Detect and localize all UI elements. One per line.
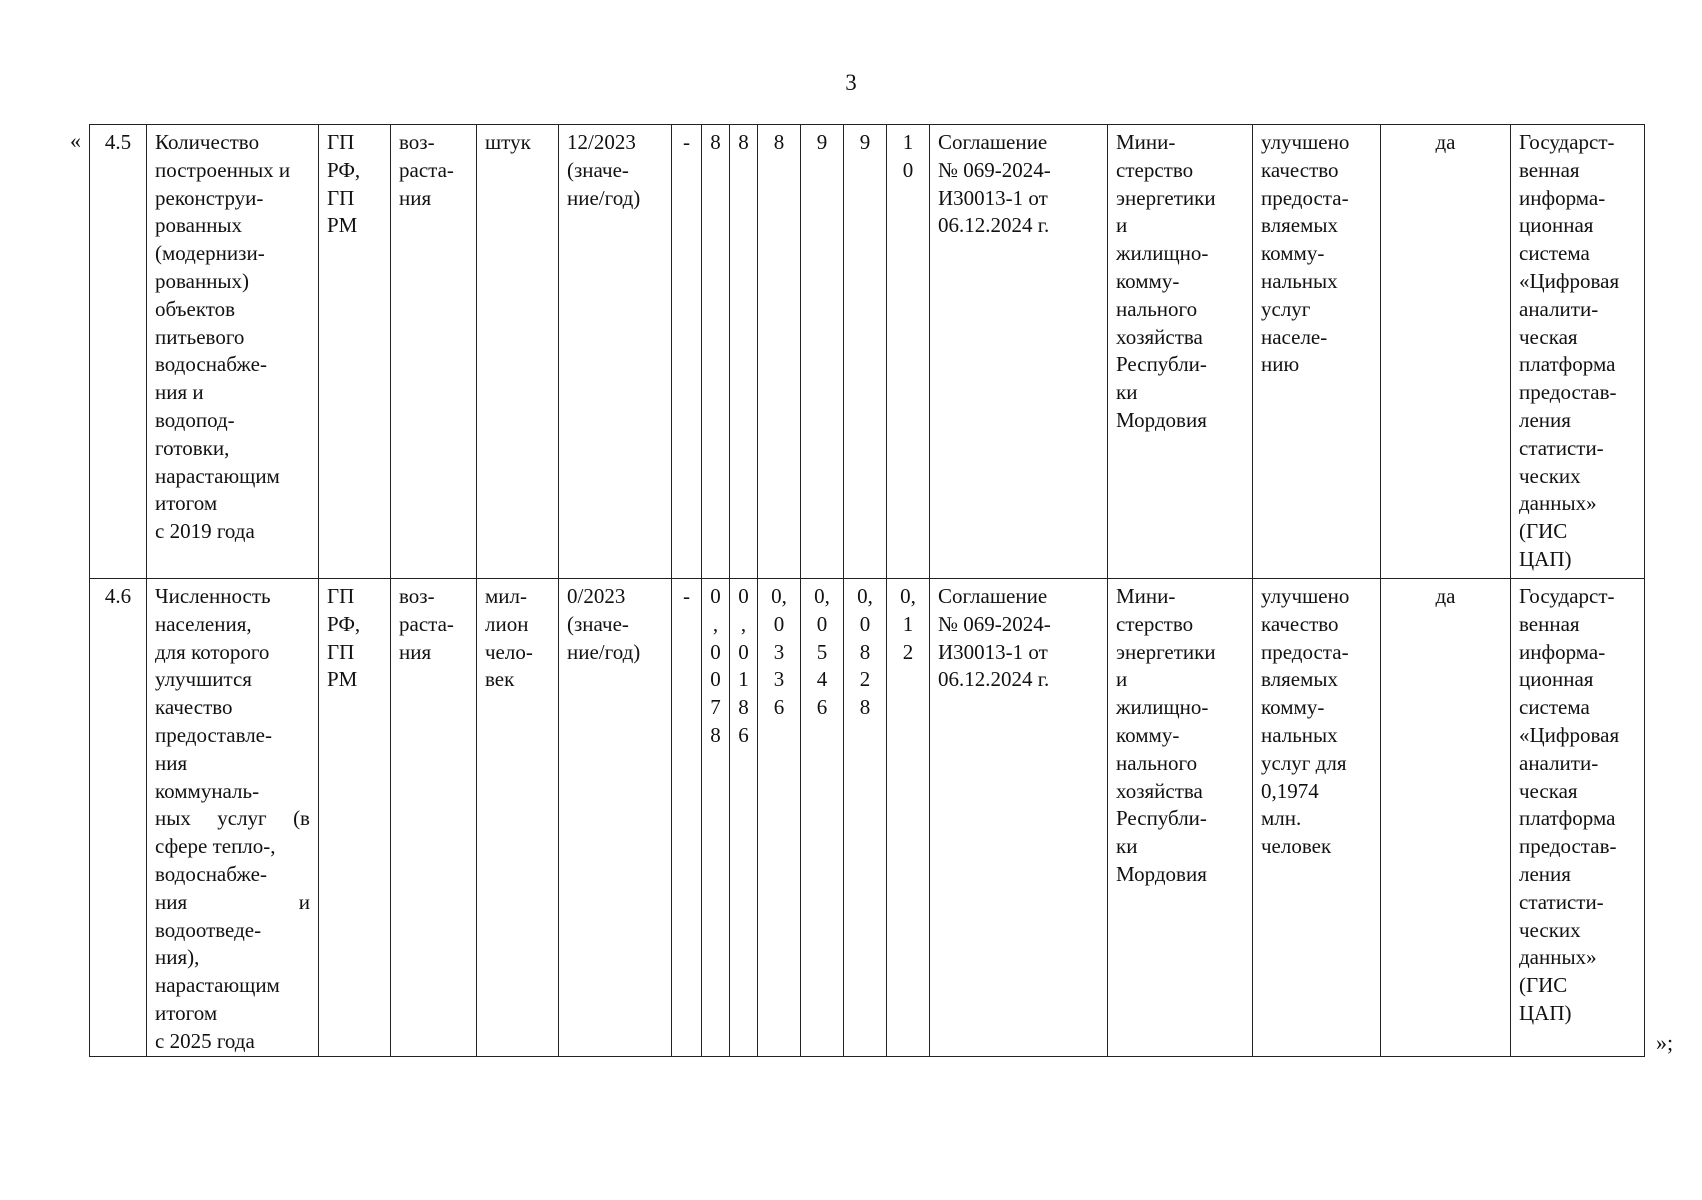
indicator-name-word: и (298, 889, 310, 914)
indicators-table (89, 124, 1645, 1057)
dash-cell: - (672, 579, 702, 1057)
year-value-2 (730, 579, 758, 1057)
program-level-line: ГП (327, 584, 355, 608)
base-value-line: (значе- (567, 157, 629, 182)
program-level-line: РМ (327, 213, 358, 238)
base-value-line: 0/2023 (567, 584, 626, 608)
responsible-body-line: и (1116, 667, 1128, 692)
expected-result-line: нальных (1261, 722, 1338, 747)
indicator-name-line: объектов (155, 296, 236, 321)
indicator-name-line: водоснабже- (155, 861, 267, 886)
indicator-name-line: предоставле- (155, 722, 272, 747)
responsible-body-line: нального (1116, 750, 1198, 775)
source-document-line: И30013-1 от (938, 639, 1048, 664)
information-system-line: система (1519, 241, 1590, 266)
program-level-line: ГП (327, 130, 355, 154)
information-system-line: ческих (1519, 917, 1581, 942)
responsible-body-line: энергетики (1116, 639, 1216, 664)
information-system-line: платформа (1519, 352, 1616, 377)
value-char: 8 (738, 130, 749, 154)
indicator-direction-line: воз- (399, 584, 435, 608)
source-document-line: Соглашение (938, 130, 1048, 154)
unit-of-measure (477, 579, 559, 1057)
expected-result-line: 0,1974 (1261, 778, 1319, 803)
program-level-line: РФ, (327, 611, 361, 636)
year-value-5 (844, 125, 887, 579)
responsible-body-line: и (1116, 213, 1128, 238)
indicator-name-line: с 2019 года (155, 519, 255, 544)
program-level-line: ГП (327, 185, 355, 210)
responsible-body-line: стерство (1116, 157, 1194, 182)
value-char: 8 (710, 130, 721, 154)
expected-result (1253, 125, 1381, 579)
program-level (319, 579, 391, 1057)
value-char: 0, (771, 584, 787, 608)
indicator-name-line: водоотведе- (155, 917, 262, 942)
expected-result-line: комму- (1261, 241, 1325, 266)
indicator-number: 4.5 (90, 125, 147, 579)
year-value-6 (887, 125, 930, 579)
responsible-body-line: жилищно- (1116, 241, 1209, 266)
expected-result-line: населе- (1261, 324, 1328, 349)
responsible-body-line: комму- (1116, 268, 1180, 293)
indicator-name-line: готовки, (155, 435, 230, 460)
indicator-direction-line: раста- (399, 611, 454, 636)
value-char: 0 (710, 667, 721, 692)
indicator-name-word: (в (293, 806, 310, 831)
value-char: 3 (773, 639, 785, 664)
indicator-name-word: ных (155, 806, 191, 831)
indicator-name-line: коммуналь- (155, 778, 260, 803)
indicator-name-word: услуг (217, 806, 267, 831)
expected-result-line: предоста- (1261, 639, 1349, 664)
indicator-name-line: рованных (155, 213, 243, 238)
value-char: 4 (816, 667, 828, 692)
indicator-direction (391, 579, 477, 1057)
information-system-line: «Цифровая (1519, 268, 1620, 293)
indicator-name-line: итогом (155, 1000, 218, 1025)
year-value-4 (801, 579, 844, 1057)
page-number: 3 (845, 70, 857, 95)
source-document-line: Соглашение (938, 584, 1048, 608)
expected-result-line: качество (1261, 157, 1339, 182)
information-system-line: предостав- (1519, 380, 1617, 405)
program-level (319, 125, 391, 579)
expected-result-line: вляемых (1261, 667, 1338, 692)
unit-of-measure-line: мил- (485, 584, 527, 608)
information-system-line: статисти- (1519, 889, 1604, 914)
indicator-name-line: качество (155, 695, 233, 720)
base-value (559, 125, 672, 579)
closing-quote: »; (1656, 1030, 1674, 1055)
value-char: 0 (816, 611, 828, 636)
expected-result-line: услуг для (1261, 750, 1347, 775)
indicator-name-line: ния), (155, 945, 200, 970)
unit-of-measure-line: штук (485, 130, 531, 154)
value-char: 0 (738, 584, 749, 608)
year-value-1 (702, 579, 730, 1057)
information-system (1511, 579, 1645, 1057)
value-char: 0 (773, 611, 785, 636)
indicator-name-line: нарастающим (155, 973, 280, 998)
responsible-body-line: стерство (1116, 611, 1194, 636)
indicator-direction-line: ния (399, 639, 432, 664)
information-system-line: «Цифровая (1519, 722, 1620, 747)
responsible-body (1108, 579, 1253, 1057)
expected-result-line: нальных (1261, 268, 1338, 293)
responsible-body-line: ки (1116, 834, 1138, 859)
information-system-line: информа- (1519, 639, 1606, 664)
information-system-line: ческая (1519, 324, 1578, 349)
value-char: 5 (816, 639, 828, 664)
indicator-name-line: ния и (155, 380, 204, 405)
indicator-number: 4.6 (90, 579, 147, 1057)
value-char: 0, (814, 584, 830, 608)
responsible-body-line: хозяйства (1116, 778, 1203, 803)
expected-result-line: вляемых (1261, 213, 1338, 238)
source-document-line: № 069-2024- (938, 157, 1051, 182)
expected-result-line: предоста- (1261, 185, 1349, 210)
expected-result (1253, 579, 1381, 1057)
information-system-line: Государст- (1519, 584, 1615, 608)
responsible-body-line: жилищно- (1116, 695, 1209, 720)
expected-result-line: человек (1261, 834, 1332, 859)
indicator-name-line (155, 805, 310, 833)
value-char: 7 (710, 695, 721, 720)
value-char: 0, (857, 584, 873, 608)
indicator-name-line: построенных и (155, 157, 291, 182)
responsible-body-line: комму- (1116, 722, 1180, 747)
value-char: 0 (710, 584, 721, 608)
indicator-name-line: сферe тепло-, (155, 834, 276, 859)
responsible-body (1108, 125, 1253, 579)
responsible-body-line: Мордовия (1116, 407, 1207, 432)
indicator-name-line: ния (155, 750, 188, 775)
indicator-name-line: с 2025 года (155, 1028, 255, 1053)
unit-of-measure-line: чело- (485, 639, 533, 664)
indicator-name-line: реконструи- (155, 185, 264, 210)
value-char: 0 (902, 157, 914, 182)
value-char: 6 (738, 722, 749, 747)
value-char: 0 (859, 611, 871, 636)
information-system-line: ЦАП) (1519, 1000, 1572, 1025)
responsible-body-line: Мини- (1116, 584, 1176, 608)
value-char: 1 (738, 667, 749, 692)
information-system (1511, 125, 1645, 579)
expected-result-line: улучшено (1261, 130, 1350, 154)
value-char: 0 (710, 639, 721, 664)
indicator-direction (391, 125, 477, 579)
value-char: 2 (859, 667, 871, 692)
value-char: , (712, 611, 719, 636)
indicator-name-line: водопод- (155, 407, 235, 432)
indicator-name-line: Количество (155, 130, 260, 154)
information-system-line: ления (1519, 407, 1571, 432)
year-value-3 (758, 125, 801, 579)
program-level-line: РМ (327, 667, 358, 692)
indicator-name-line: рованных) (155, 268, 250, 293)
information-system-line: статисти- (1519, 435, 1604, 460)
information-system-line: аналити- (1519, 296, 1599, 321)
responsible-body-line: нального (1116, 296, 1198, 321)
value-char: 1 (902, 611, 914, 636)
indicator-name-line: для которого (155, 639, 270, 664)
value-char: 2 (902, 639, 914, 664)
base-value-line: ние/год) (567, 185, 641, 210)
year-value-1 (702, 125, 730, 579)
information-system-line: (ГИС (1519, 519, 1568, 544)
indicator-name-line: Численность (155, 584, 271, 608)
dash-cell: - (672, 125, 702, 579)
information-system-line: венная (1519, 611, 1580, 636)
information-system-line: аналити- (1519, 750, 1599, 775)
value-char: 9 (859, 130, 871, 154)
indicator-name-line: питьевого (155, 324, 245, 349)
base-value-line: 12/2023 (567, 130, 636, 154)
indicator-direction-line: ния (399, 185, 432, 210)
flag-cell: да (1381, 125, 1511, 579)
value-char: 0 (738, 639, 749, 664)
table-row (90, 579, 1645, 1057)
year-value-3 (758, 579, 801, 1057)
information-system-line: информа- (1519, 185, 1606, 210)
table-row (90, 125, 1645, 579)
value-char: , (740, 611, 747, 636)
responsible-body-line: ки (1116, 380, 1138, 405)
information-system-line: ционная (1519, 213, 1594, 238)
responsible-body-line: хозяйства (1116, 324, 1203, 349)
unit-of-measure-line: лион (485, 611, 529, 636)
base-value-line: ние/год) (567, 639, 641, 664)
base-value-line: (значе- (567, 611, 629, 636)
responsible-body-line: Мордовия (1116, 861, 1207, 886)
unit-of-measure-line: век (485, 667, 515, 692)
value-char: 6 (773, 695, 785, 720)
indicator-name-line: водоснабже- (155, 352, 267, 377)
value-char: 9 (816, 130, 828, 154)
value-char: 6 (816, 695, 828, 720)
indicator-direction-line: раста- (399, 157, 454, 182)
value-char: 8 (738, 695, 749, 720)
information-system-line: система (1519, 695, 1590, 720)
information-system-line: венная (1519, 157, 1580, 182)
indicator-name (147, 579, 319, 1057)
information-system-line: платформа (1519, 806, 1616, 831)
year-value-6 (887, 579, 930, 1057)
unit-of-measure (477, 125, 559, 579)
year-value-5 (844, 579, 887, 1057)
flag-cell: да (1381, 579, 1511, 1057)
responsible-body-line: энергетики (1116, 185, 1216, 210)
source-document-line: И30013-1 от (938, 185, 1048, 210)
value-char: 8 (859, 695, 871, 720)
expected-result-line: улучшено (1261, 584, 1350, 608)
information-system-line: ления (1519, 861, 1571, 886)
value-char: 8 (710, 722, 721, 747)
indicator-name-word: ния (155, 889, 188, 914)
year-value-2 (730, 125, 758, 579)
expected-result-line: услуг (1261, 296, 1311, 321)
base-value (559, 579, 672, 1057)
information-system-line: данных» (1519, 491, 1597, 516)
value-char: 0, (900, 584, 916, 608)
value-char: 1 (902, 130, 914, 154)
indicator-name (147, 125, 319, 579)
expected-result-line: комму- (1261, 695, 1325, 720)
expected-result-line: качество (1261, 611, 1339, 636)
information-system-line: ционная (1519, 667, 1594, 692)
information-system-line: ческая (1519, 778, 1578, 803)
information-system-line: ческих (1519, 463, 1581, 488)
opening-quote: « (70, 128, 81, 153)
information-system-line: Государст- (1519, 130, 1615, 154)
program-level-line: ГП (327, 639, 355, 664)
indicator-direction-line: воз- (399, 130, 435, 154)
information-system-line: (ГИС (1519, 973, 1568, 998)
indicator-name-line: населения, (155, 611, 252, 636)
indicator-name-line (155, 889, 310, 917)
responsible-body-line: Мини- (1116, 130, 1176, 154)
information-system-line: данных» (1519, 945, 1597, 970)
indicator-name-line: (модернизи- (155, 241, 265, 266)
program-level-line: РФ, (327, 157, 361, 182)
indicator-name-line: нарастающим (155, 463, 280, 488)
information-system-line: ЦАП) (1519, 546, 1572, 571)
responsible-body-line: Республи- (1116, 806, 1207, 831)
year-value-4 (801, 125, 844, 579)
information-system-line: предостав- (1519, 834, 1617, 859)
expected-result-line: млн. (1261, 806, 1302, 831)
source-document (930, 125, 1108, 579)
value-char: 8 (859, 639, 871, 664)
value-char: 3 (773, 667, 785, 692)
indicator-name-line: итогом (155, 491, 218, 516)
source-document (930, 579, 1108, 1057)
expected-result-line: нию (1261, 352, 1300, 377)
value-char: 8 (773, 130, 785, 154)
source-document-line: 06.12.2024 г. (938, 667, 1050, 692)
indicator-name-line: улучшится (155, 667, 252, 692)
source-document-line: № 069-2024- (938, 611, 1051, 636)
responsible-body-line: Республи- (1116, 352, 1207, 377)
source-document-line: 06.12.2024 г. (938, 213, 1050, 238)
